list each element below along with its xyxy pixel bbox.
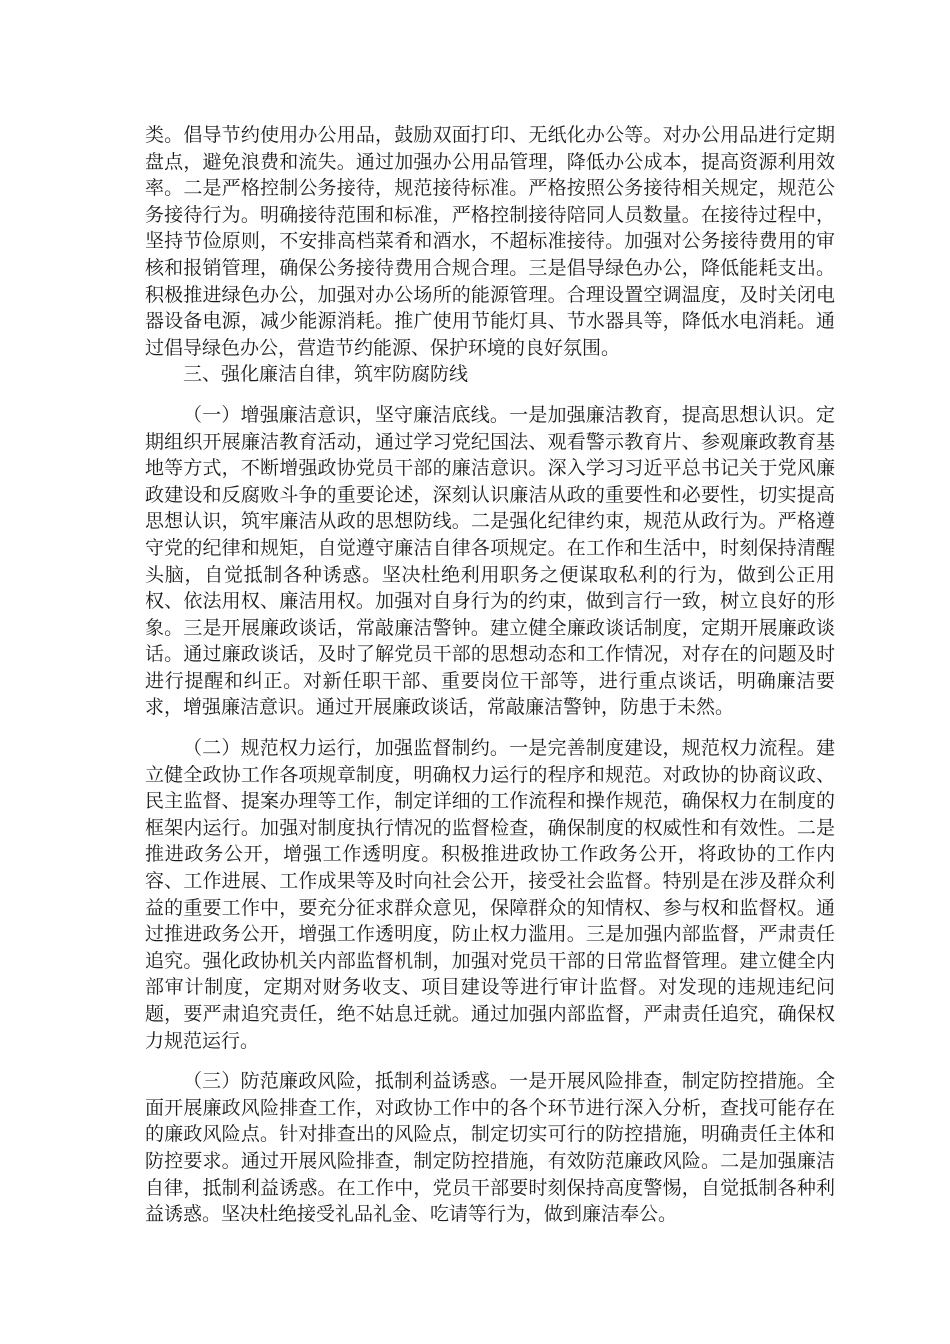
paragraph-subsection-3: （三）防范廉政风险，抵制利益诱惑。一是开展风险排查，制定防控措施。全面开展廉政风险排查工作，对政协工作中的各个环节进行深入分析，查找可能存在的廉政风险点。针对排查出的风险点，制定切实可行的防控措施，明确责任主体和防控要求。通过开展风险排查，制定防控措施，有效防范廉政风险。二是加强廉洁自律，抵制利益诱惑。在工作中，党员干部要时刻保持高度警惕，自觉抵制各种利益诱惑。坚决杜绝接受礼品礼金、吃请等行为，做到廉洁奉公。: [145, 1070, 835, 1226]
paragraph-subsection-1: （一）增强廉洁意识，坚守廉洁底线。一是加强廉洁教育，提高思想认识。定期组织开展廉洁教育活动，通过学习党纪国法、观看警示教育片、参观廉政教育基地等方式，不断增强政协党员干部的廉洁意识。深入学习习近平总书记关于党风廉政建设和反腐败斗争的重要论述，深刻认识廉洁从政的重要性和必要性，切实提高思想认识，筑牢廉洁从政的思想防线。二是强化纪律约束，规范从政行为。严格遵守党的纪律和规矩，自觉遵守廉洁自律各项规定。在工作和生活中，时刻保持清醒头脑，自觉抵制各种诱惑。坚决杜绝利用职务之便谋取私利的行为，做到公正用权、依法用权、廉洁用权。加强对自身行为的约束，做到言行一致，树立良好的形象。三是开展廉政谈话，常敲廉洁警钟。建立健全廉政谈话制度，定期开展廉政谈话。通过廉政谈话，及时了解党员干部的思想动态和工作情况，对存在的问题及时进行提醒和纠正。对新任职干部、重要岗位干部等，进行重点谈话，明确廉洁要求，增强廉洁意识。通过开展廉政谈话，常敲廉洁警钟，防患于未然。: [145, 403, 835, 719]
document-page: [145, 122, 835, 1228]
paragraph-subsection-2: （二）规范权力运行，加强监督制约。一是完善制度建设，规范权力流程。建立健全政协工作各项规章制度，明确权力运行的程序和规范。对政协的协商议政、民主监督、提案办理等工作，制定详细的工作流程和操作规范，确保权力在制度的框架内运行。加强对制度执行情况的监督检查，确保制度的权威性和有效性。二是推进政务公开，增强工作透明度。积极推进政协工作政务公开，将政协的工作内容、工作进展、工作成果等及时向社会公开，接受社会监督。特别是在涉及群众利益的重要工作中，要充分征求群众意见，保障群众的知情权、参与权和监督权。通过推进政务公开，增强工作透明度，防止权力滥用。三是加强内部监督，严肃责任追究。强化政协机关内部监督机制，加强对党员干部的日常监督管理。建立健全内部审计制度，定期对财务收支、项目建设等进行审计监督。对发现的违规违纪问题，要严肃追究责任，绝不姑息迁就。通过加强内部监督，严肃责任追究，确保权力规范运行。: [145, 737, 835, 1052]
paragraph-continuation: 类。倡导节约使用办公用品，鼓励双面打印、无纸化办公等。对办公用品进行定期盘点，避免浪费和流失。通过加强办公用品管理，降低办公成本，提高资源利用效率。二是严格控制公务接待，规范接待标准。严格按照公务接待相关规定，规范公务接待行为。明确接待范围和标准，严格控制接待陪同人员数量。在接待过程中，坚持节俭原则，不安排高档菜肴和酒水，不超标准接待。加强对公务接待费用的审核和报销管理，确保公务接待费用合规合理。三是倡导绿色办公，降低能耗支出。积极推进绿色办公，加强对办公场所的能源管理。合理设置空调温度，及时关闭电器设备电源，减少能源消耗。推广使用节能灯具、节水器具等，降低水电消耗。通过倡导绿色办公，营造节约能源、保护环境的良好氛围。: [145, 124, 835, 359]
section-heading: 三、强化廉洁自律，筑牢防腐防线: [183, 363, 469, 386]
